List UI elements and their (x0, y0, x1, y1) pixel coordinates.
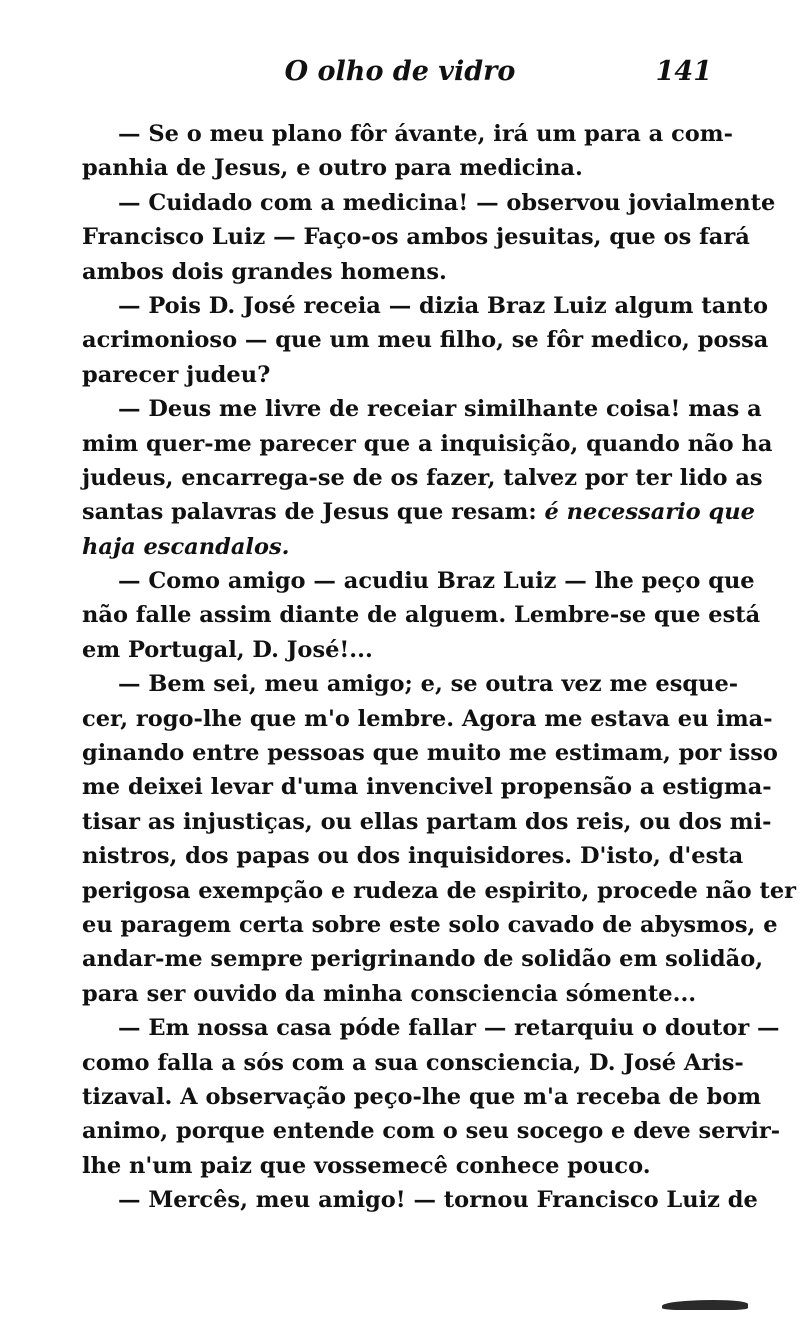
text-line (82, 495, 755, 529)
text-line: — Pois D. José receia — dizia Braz Luiz algum tanto (118, 292, 769, 319)
text-line: para ser ouvido da minha consciencia sómente... (82, 980, 697, 1007)
text-line: haja escandalos. (82, 533, 290, 560)
page-number: 141 (655, 56, 712, 87)
text-segment: santas palavras de Jesus que resam: (82, 499, 537, 526)
text-line: como falla a sós com a sua consciencia, D. José Aris- (82, 1049, 744, 1076)
text-line: — Se o meu plano fôr ávante, irá um para a com- (118, 121, 733, 147)
text-line: tisar as injustiças, ou ellas partam dos reis, ou dos mi- (82, 808, 772, 835)
text-line: ambos dois grandes homens. (82, 258, 447, 285)
text-line: Francisco Luiz — Faço-os ambos jesuitas, que os fará (82, 224, 750, 251)
text-line: tizaval. A observação peço-lhe que m'a receba de bom (82, 1083, 762, 1110)
text-line: andar-me sempre perigrinando de solidão em solidão, (82, 946, 764, 973)
text-line: perigosa exempção e rudeza de espirito, procede não ter (82, 877, 797, 904)
text-line: — Como amigo — acudiu Braz Luiz — lhe peço que (118, 568, 755, 595)
text-line: animo, porque entende com o seu socego e deve servir- (82, 1118, 781, 1145)
ink-smudge (662, 1300, 748, 1310)
text-line: nistros, dos papas ou dos inquisidores. D'isto, d'esta (82, 843, 744, 870)
text-line: panhia de Jesus, e outro para medicina. (82, 155, 583, 182)
text-line: lhe n'um paiz que vossemecê conhece pouco. (82, 1152, 651, 1179)
text-line: — Cuidado com a medicina! — observou jovialmente (118, 189, 776, 216)
text-line: eu paragem certa sobre este solo cavado de abysmos, e (82, 911, 778, 938)
running-title: O olho de vidro (284, 56, 516, 87)
text-line: parecer judeu? (82, 361, 271, 388)
text-line: não falle assim diante de alguem. Lembre-se que está (82, 602, 761, 629)
text-line: judeus, encarrega-se de os fazer, talvez por ter lido as (82, 464, 763, 491)
text-line: cer, rogo-lhe que m'o lembre. Agora me estava eu ima- (82, 705, 773, 732)
text-line: em Portugal, D. José!... (82, 636, 373, 663)
italic-quote: é necessario que (544, 499, 755, 526)
text-line: — Mercês, meu amigo! — tornou Francisco Luiz de (118, 1187, 758, 1214)
page-header (0, 56, 800, 96)
text-line: mim quer-me parecer que a inquisição, quando não ha (82, 430, 773, 457)
text-line: ginando entre pessoas que muito me estimam, por isso (82, 740, 778, 767)
text-line: — Em nossa casa póde fallar — retarquiu o doutor — (118, 1015, 780, 1042)
text-line: me deixei levar d'uma invencivel propensão a estigma- (82, 774, 772, 801)
text-line: acrimonioso — que um meu filho, se fôr medico, possa (82, 327, 769, 354)
body-text (82, 117, 797, 1218)
text-line: — Deus me livre de receiar similhante coisa! mas a (118, 396, 762, 423)
text-line: — Bem sei, meu amigo; e, se outra vez me esque- (118, 671, 739, 698)
